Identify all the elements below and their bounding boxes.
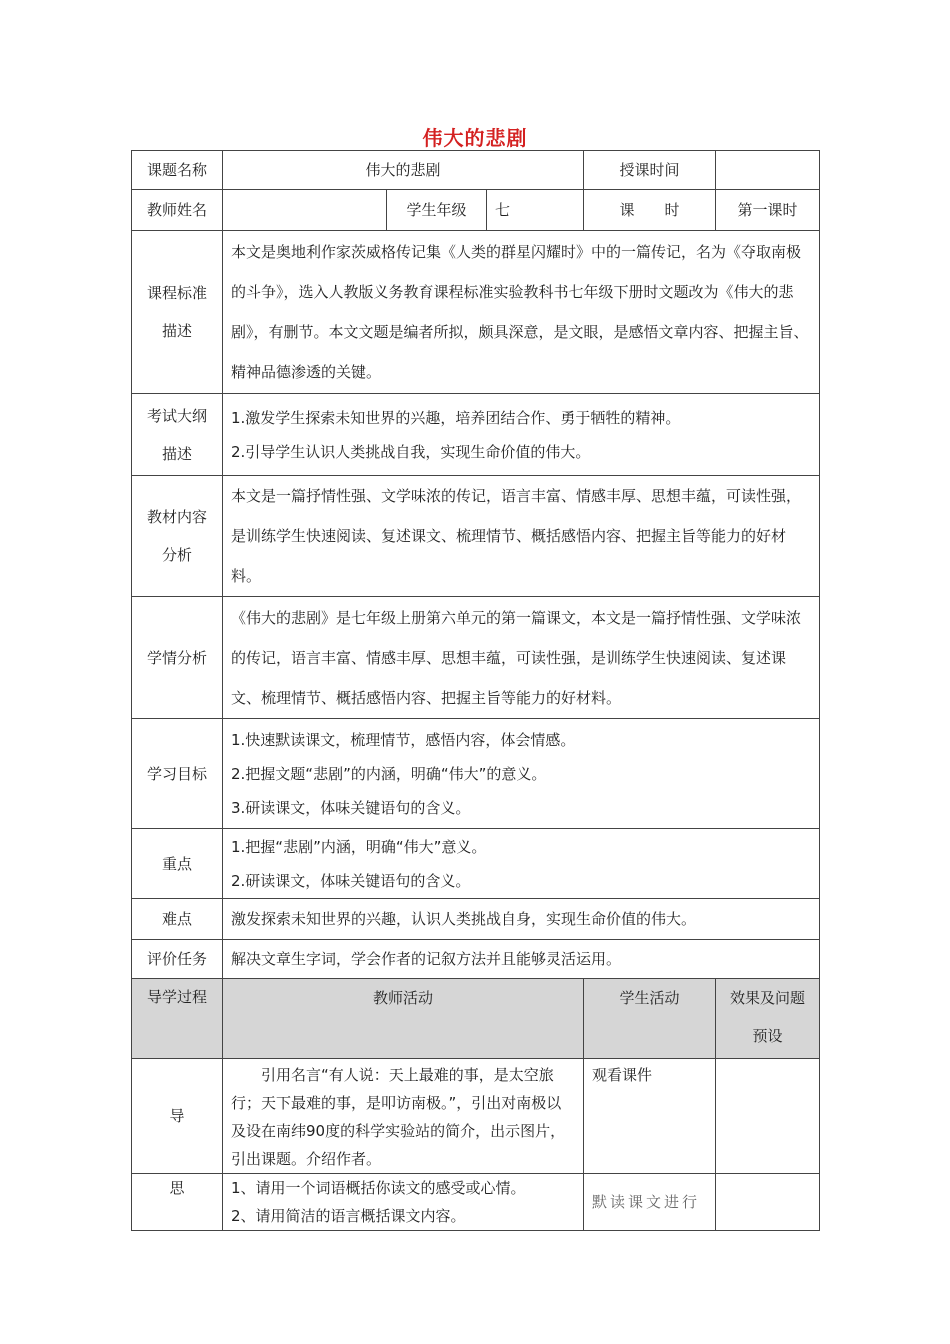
section-row-material bbox=[132, 476, 820, 597]
section-row-evaluation bbox=[132, 940, 820, 979]
section-content bbox=[223, 394, 820, 476]
teacher-activity-line: 1、请用一个词语概括你读文的感受或心情。 bbox=[231, 1179, 526, 1197]
time-value bbox=[716, 151, 820, 190]
process-header-stage: 导学过程 bbox=[132, 979, 223, 1059]
teacher-label: 教师姓名 bbox=[132, 190, 223, 231]
process-effect bbox=[716, 1174, 820, 1231]
process-stage: 导 bbox=[132, 1059, 223, 1174]
process-teacher-activity bbox=[223, 1059, 584, 1174]
label-line: 教材内容 bbox=[146, 508, 207, 526]
section-paragraph: 1.激发学生探索未知世界的兴趣，培养团结合作、勇于牺牲的精神。 bbox=[231, 408, 681, 427]
section-label bbox=[132, 231, 223, 394]
section-content bbox=[223, 231, 820, 394]
section-content bbox=[223, 899, 820, 940]
section-row-key-points bbox=[132, 829, 820, 899]
section-content bbox=[223, 719, 820, 829]
section-paragraph: 2.把握文题“悲剧”的内涵，明确“伟大”的意义。 bbox=[231, 764, 547, 783]
section-content bbox=[223, 476, 820, 597]
label-line: 描述 bbox=[161, 322, 192, 340]
teacher-activity-line: 2、请用简洁的语言概括课文内容。 bbox=[231, 1207, 466, 1225]
section-label bbox=[132, 940, 223, 979]
label-line: 考试大纲 bbox=[146, 406, 207, 425]
time-label: 授课时间 bbox=[584, 151, 716, 190]
section-row-curriculum bbox=[132, 231, 820, 394]
teacher-value bbox=[223, 190, 387, 231]
section-label bbox=[132, 829, 223, 899]
process-teacher-activity bbox=[223, 1174, 584, 1231]
section-label bbox=[132, 719, 223, 829]
label-line: 重点 bbox=[161, 854, 192, 873]
section-content bbox=[223, 597, 820, 719]
section-paragraph: 激发探索未知世界的兴趣，认识人类挑战自身，实现生命价值的伟大。 bbox=[231, 910, 697, 928]
section-paragraph: 解决文章生字词，学会作者的记叙方法并且能够灵活运用。 bbox=[231, 950, 622, 968]
section-label bbox=[132, 899, 223, 940]
section-paragraph: 《伟大的悲剧》是七年级上册第六单元的第一篇课文，本文是一篇抒情性强、文学味浓的传记，语言丰富、情感丰厚、思想丰蕴，可读性强，是训练学生快速阅读、复述课文、梳理情节、概括感悟内容、把握主旨等能力的好材料。 bbox=[231, 608, 802, 707]
section-row-learner bbox=[132, 597, 820, 719]
section-label bbox=[132, 476, 223, 597]
section-paragraph: 本文是奥地利作家茨威格传记集《人类的群星闪耀时》中的一篇传记，名为《夺取南极的斗争》，选入人教版义务教育课程标准实验教科书七年级下册时文题改为《伟大的悲剧》，有删节。本文文题是编者所拟，颇具深意，是文眼，是感悟文章内容、把握主旨、精神品德渗透的关键。 bbox=[231, 243, 809, 381]
process-header-teacher: 教师活动 bbox=[223, 979, 584, 1059]
label-line: 评价任务 bbox=[146, 950, 207, 968]
period-value: 第一课时 bbox=[716, 190, 820, 231]
section-paragraph: 2.引导学生认识人类挑战自我，实现生命价值的伟大。 bbox=[231, 442, 591, 461]
section-row-objectives bbox=[132, 719, 820, 829]
process-row bbox=[132, 1059, 820, 1174]
grade-value: 七 bbox=[487, 190, 584, 231]
info-row-teacher bbox=[132, 190, 820, 231]
topic-label: 课题名称 bbox=[132, 151, 223, 190]
section-label bbox=[132, 394, 223, 476]
section-content bbox=[223, 829, 820, 899]
process-header-student: 学生活动 bbox=[584, 979, 716, 1059]
section-paragraph: 1.把握“悲剧”内涵，明确“伟大”意义。 bbox=[231, 837, 487, 856]
section-row-syllabus bbox=[132, 394, 820, 476]
section-row-difficulty bbox=[132, 899, 820, 940]
header-line: 效果及问题 bbox=[729, 989, 805, 1007]
section-content bbox=[223, 940, 820, 979]
process-header-effect bbox=[716, 979, 820, 1059]
period-label: 课 时 bbox=[584, 190, 716, 231]
section-label bbox=[132, 597, 223, 719]
label-line: 课程标准 bbox=[146, 284, 207, 302]
section-paragraph: 1.快速默读课文，梳理情节，感悟内容，体会情感。 bbox=[231, 730, 576, 749]
label-line: 学情分析 bbox=[146, 648, 207, 667]
section-paragraph: 3.研读课文，体味关键语句的含义。 bbox=[231, 798, 471, 817]
info-row-topic bbox=[132, 151, 820, 190]
label-line: 难点 bbox=[161, 910, 192, 928]
process-stage: 思 bbox=[132, 1174, 223, 1231]
grade-label: 学生年级 bbox=[387, 190, 487, 231]
label-line: 学习目标 bbox=[146, 764, 207, 783]
process-student-activity: 默读课文进行 bbox=[584, 1174, 716, 1231]
section-paragraph: 2.研读课文，体味关键语句的含义。 bbox=[231, 871, 471, 890]
lesson-plan-table bbox=[131, 150, 820, 1231]
process-student-activity: 观看课件 bbox=[584, 1059, 716, 1174]
header-line: 预设 bbox=[752, 1027, 783, 1045]
process-header-row bbox=[132, 979, 820, 1059]
topic-value: 伟大的悲剧 bbox=[223, 151, 584, 190]
process-effect bbox=[716, 1059, 820, 1174]
document-title: 伟大的悲剧 bbox=[422, 126, 528, 150]
label-line: 描述 bbox=[161, 444, 192, 463]
section-paragraph: 本文是一篇抒情性强、文学味浓的传记，语言丰富、情感丰厚、思想丰蕴，可读性强，是训练学生快速阅读、复述课文、梳理情节、概括感悟内容、把握主旨等能力的好材料。 bbox=[231, 487, 802, 585]
label-line: 分析 bbox=[161, 546, 192, 564]
process-row bbox=[132, 1174, 820, 1231]
teacher-activity-text: 引用名言“有人说：天上最难的事，是太空旅行；天下最难的事，是叩访南极。”，引出对南极以及设在南纬90度的科学实验站的简介，出示图片，引出课题。介绍作者。 bbox=[231, 1066, 566, 1168]
